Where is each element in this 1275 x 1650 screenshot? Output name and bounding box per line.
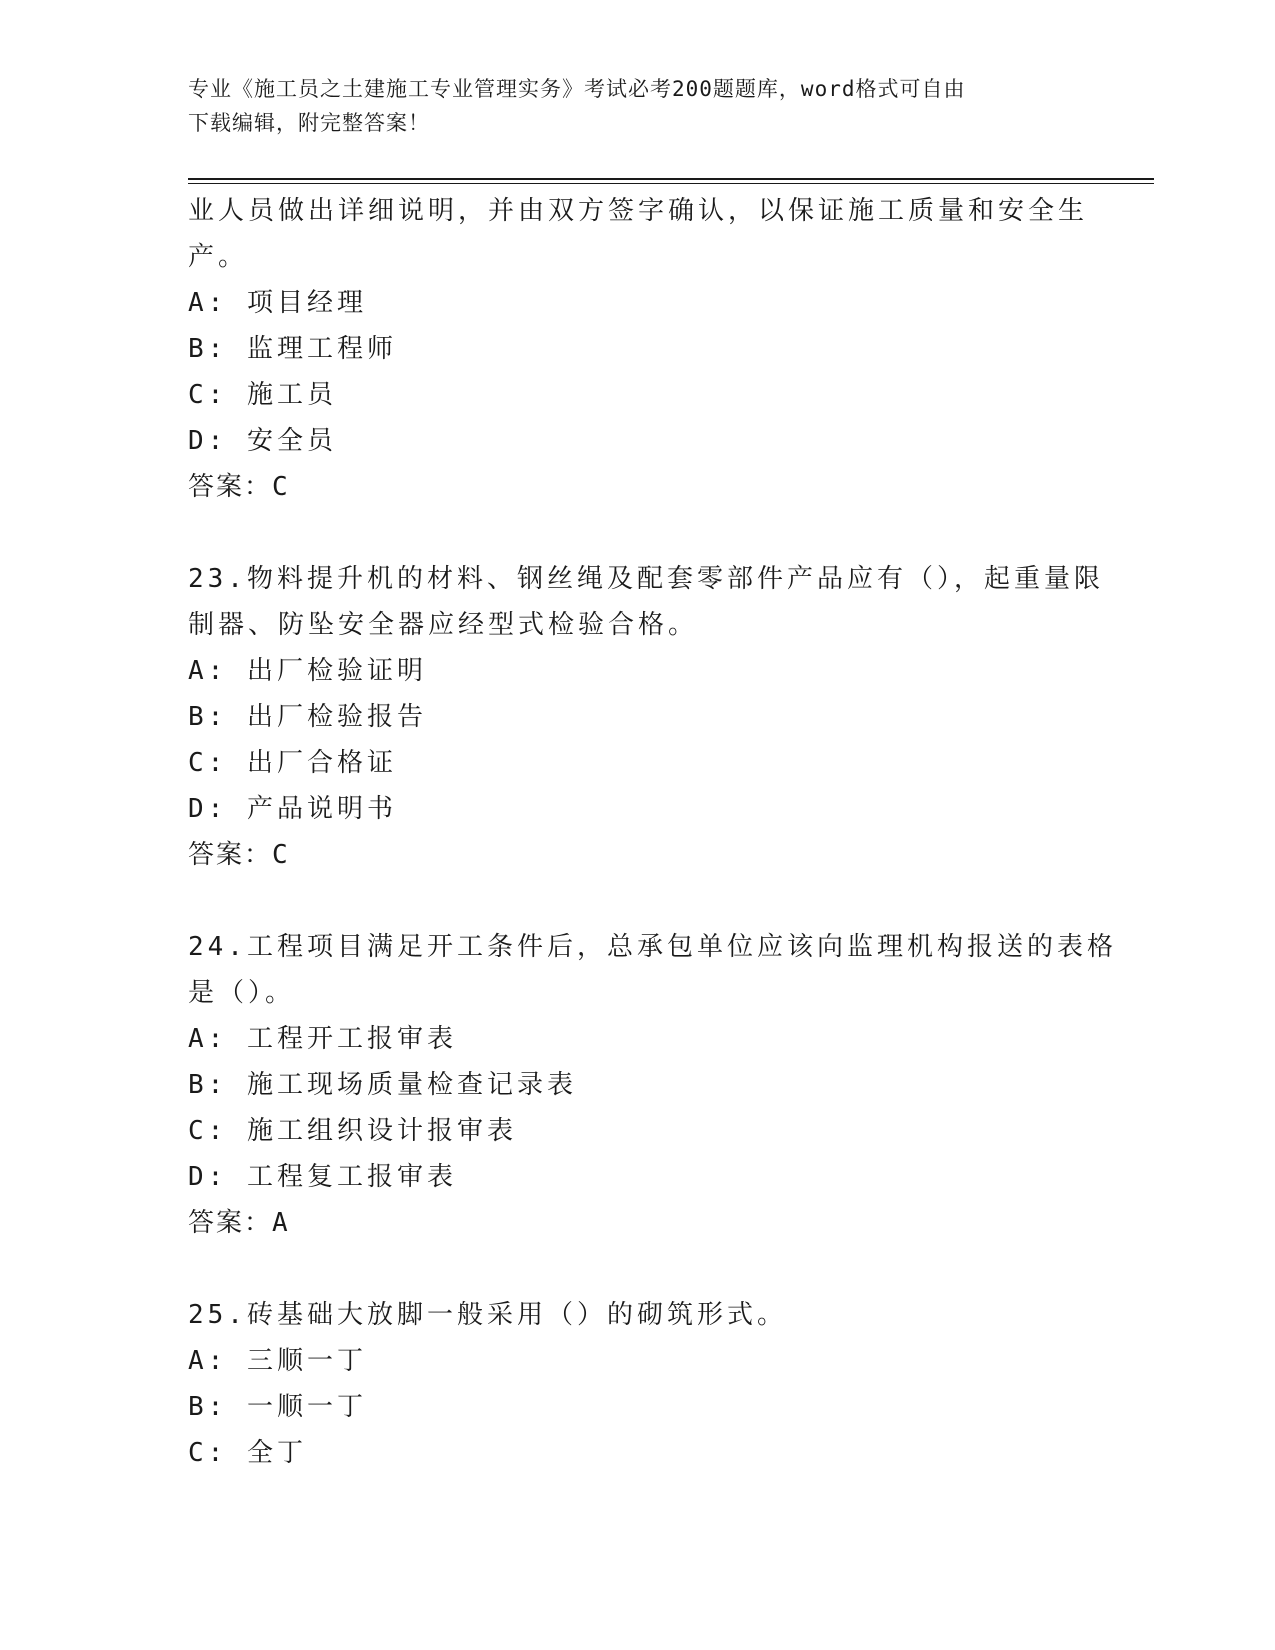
document-header: [188, 72, 1068, 140]
question-continued: [188, 188, 1088, 510]
option-c: C: 施工员: [188, 380, 337, 410]
header-line-2: 下载编辑，附完整答案！: [188, 111, 430, 135]
option-a: A: 出厂检验证明: [188, 656, 427, 686]
answer-line: [188, 1200, 1088, 1246]
question-24: [188, 924, 1117, 1246]
question-content: [188, 188, 1117, 1476]
question-23: [188, 556, 1104, 878]
question-text-line: 25.砖基础大放脚一般采用（）的砌筑形式。: [188, 1300, 787, 1330]
option-a: A: 三顺一丁: [188, 1346, 367, 1376]
option-d: D: 安全员: [188, 426, 337, 456]
header-line-1: 专业《施工员之土建施工专业管理实务》考试必考200题题库，word格式可自由: [188, 77, 966, 101]
answer-line: [188, 832, 1088, 878]
answer-value: C: [272, 840, 290, 870]
option-a: A: 工程开工报审表: [188, 1024, 457, 1054]
question-text-line: 业人员做出详细说明，并由双方签字确认，以保证施工质量和安全生: [188, 196, 1089, 226]
option-b: B: 一顺一丁: [188, 1392, 367, 1422]
answer-label: 答案：: [188, 472, 273, 502]
answer-value: C: [272, 472, 290, 502]
header-divider-thick: [188, 178, 1154, 180]
question-text-line: 产。: [188, 242, 249, 272]
option-b: B: 出厂检验报告: [188, 702, 427, 732]
answer-line: [188, 464, 1088, 510]
header-divider-thin: [188, 183, 1154, 184]
question-text-line: 是（）。: [188, 978, 296, 1008]
answer-value: A: [272, 1208, 290, 1238]
option-b: B: 监理工程师: [188, 334, 397, 364]
question-text-line: 制器、防坠安全器应经型式检验合格。: [188, 610, 699, 640]
answer-label: 答案：: [188, 840, 273, 870]
question-text-line: 24.工程项目满足开工条件后，总承包单位应该向监理机构报送的表格: [188, 932, 1117, 962]
option-a: A: 项目经理: [188, 288, 367, 318]
option-b: B: 施工现场质量检查记录表: [188, 1070, 577, 1100]
question-25: [188, 1292, 1088, 1476]
answer-label: 答案：: [188, 1208, 273, 1238]
question-text-line: 23.物料提升机的材料、钢丝绳及配套零部件产品应有（），起重量限: [188, 564, 1104, 594]
option-c: C: 全丁: [188, 1438, 307, 1468]
option-d: D: 产品说明书: [188, 794, 397, 824]
option-c: C: 施工组织设计报审表: [188, 1116, 517, 1146]
option-c: C: 出厂合格证: [188, 748, 397, 778]
option-d: D: 工程复工报审表: [188, 1162, 457, 1192]
